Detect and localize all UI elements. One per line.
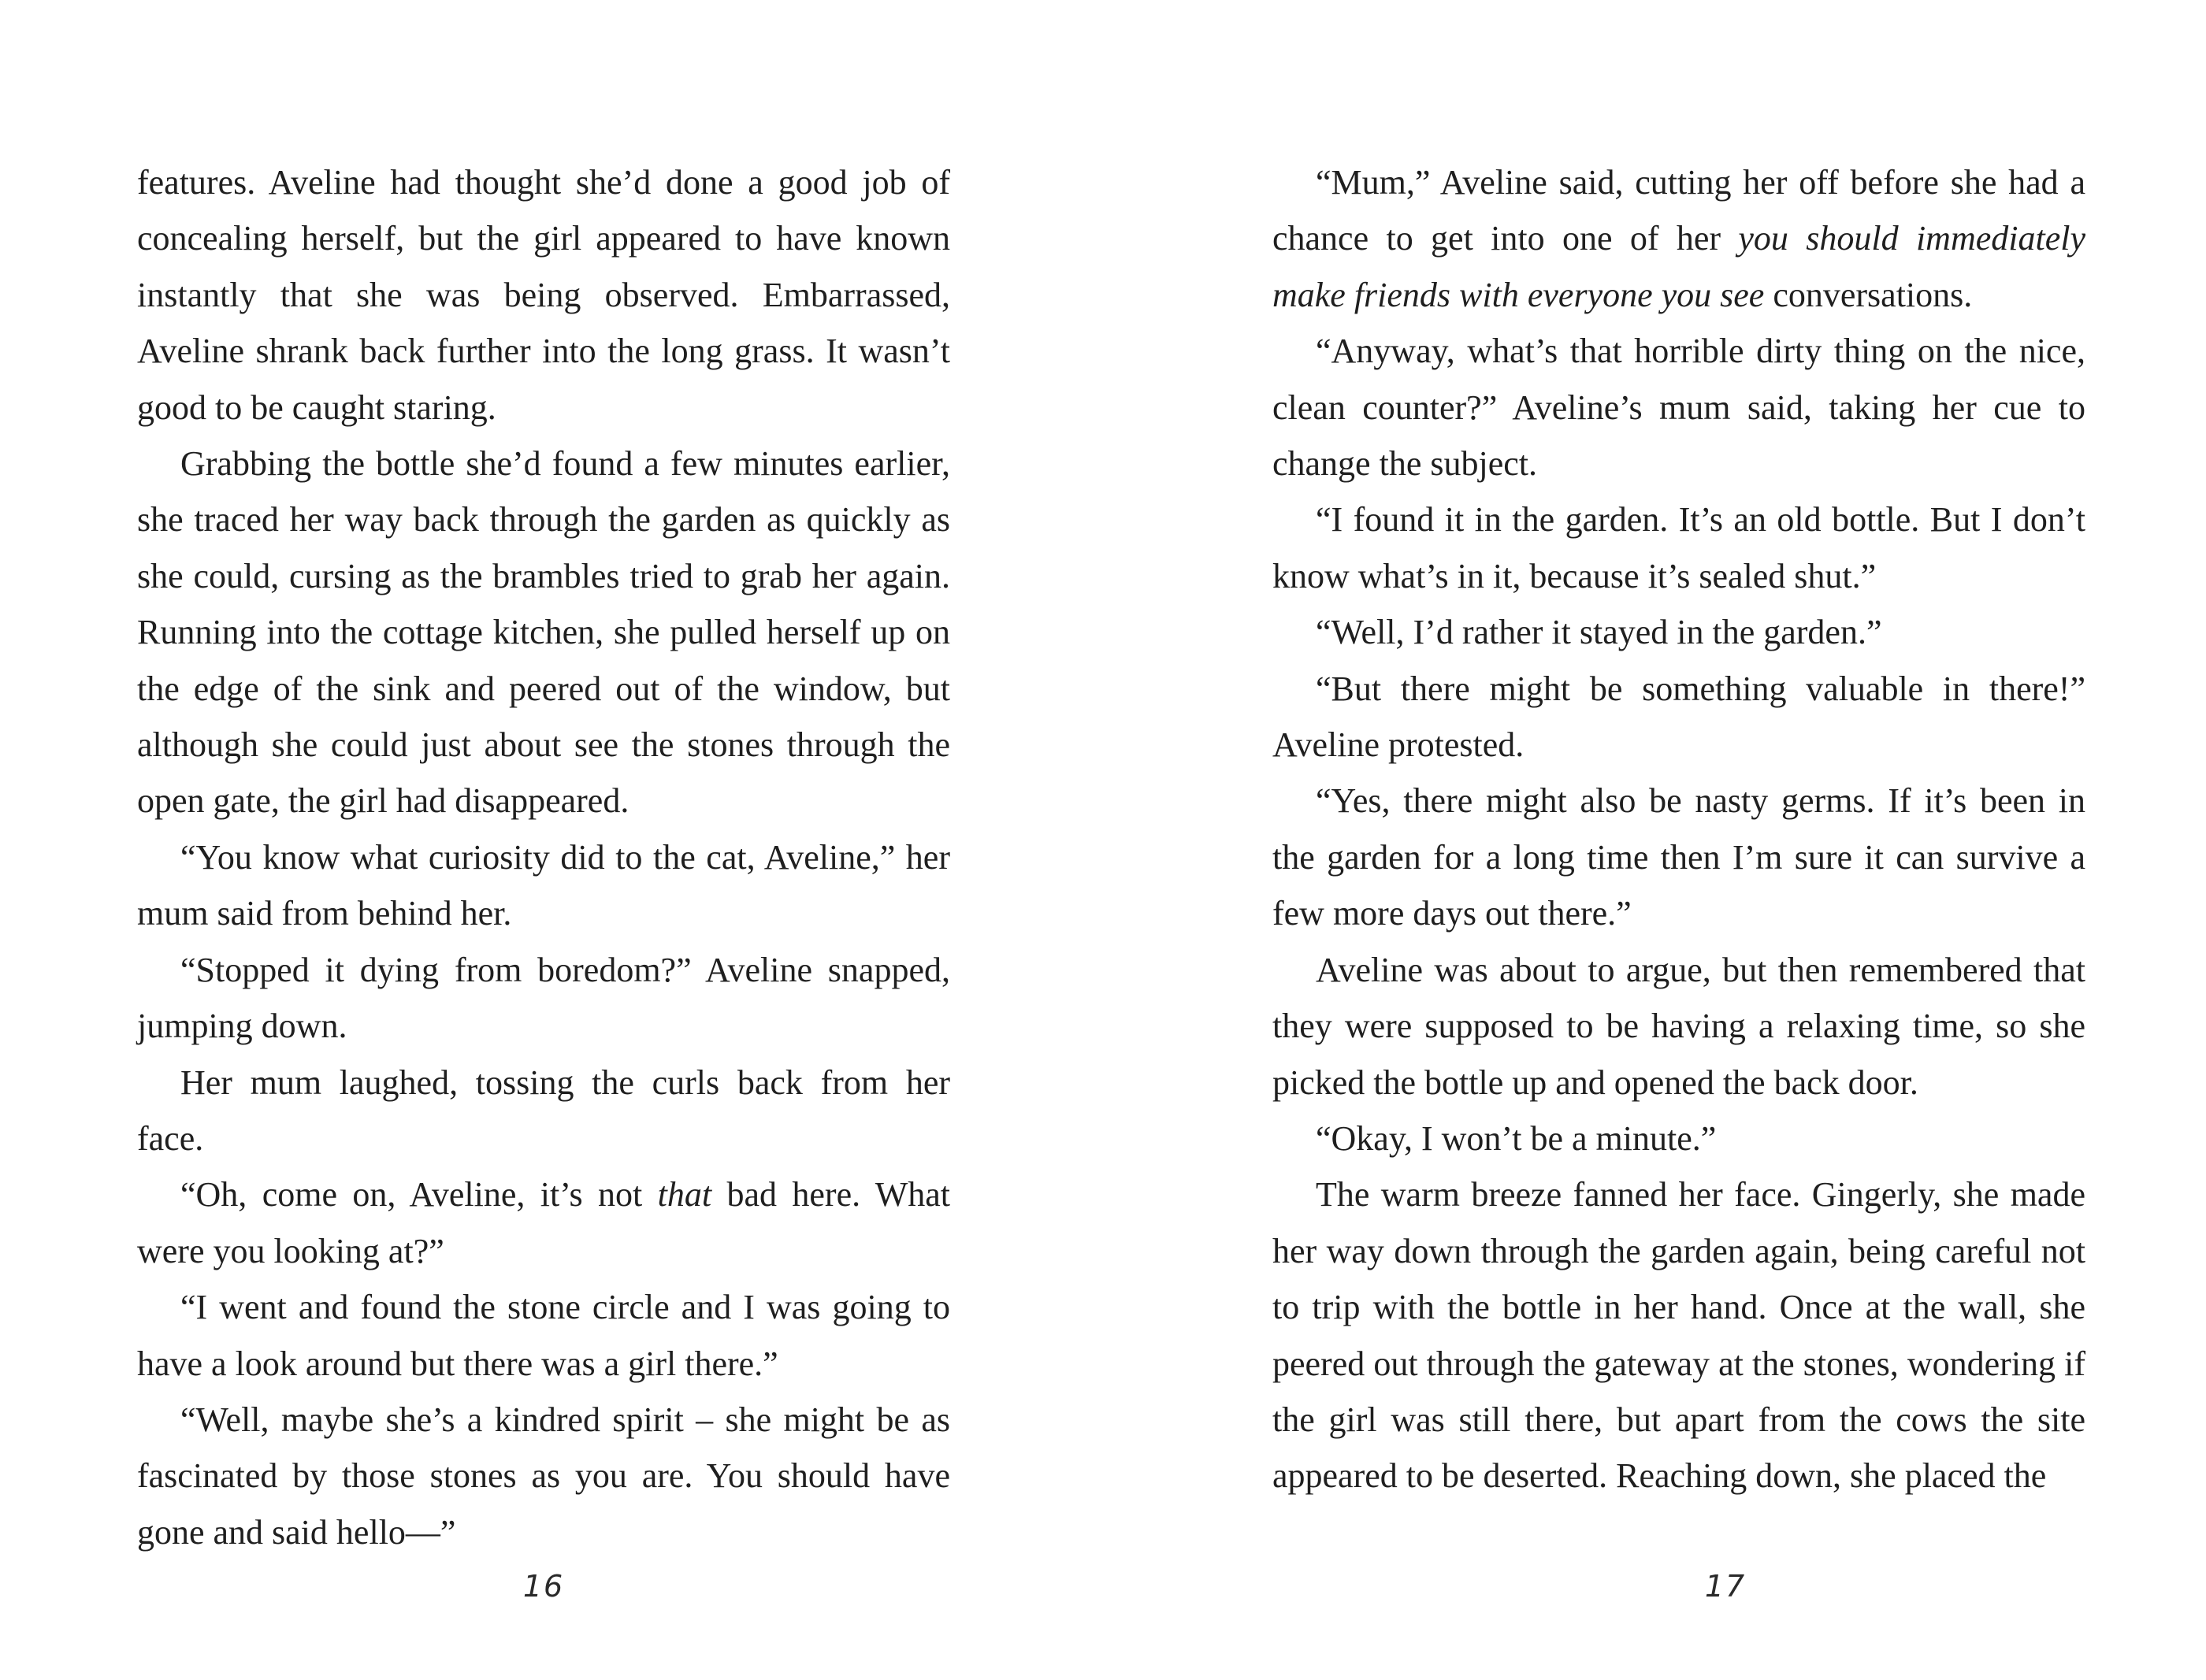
paragraph — [1272, 604, 2085, 660]
text-run: bad here. What were you looking at?” — [137, 1175, 950, 1270]
paragraph — [1272, 1111, 2085, 1166]
text-run: “Anyway, what’s that horrible dirty thing on the nice, clean counter?” Aveline’s mum said, taking her cue to change the subject. — [1272, 332, 2085, 484]
text-run: Her mum laughed, tossing the curls back from her face. — [137, 1063, 950, 1158]
text-run: features. Aveline had thought she’d done a good job of concealing herself, but the girl appeared to have known instantly that she was being observed. Embarrassed, Aveline shrank back further into the long grass. It wasn’t good to be caught staring. — [137, 163, 950, 427]
text-run: conversations. — [1764, 275, 1973, 314]
paragraph — [137, 154, 950, 436]
text-run: “Okay, I won’t be a minute.” — [1316, 1118, 1717, 1158]
paragraph — [137, 1166, 950, 1279]
paragraph — [1272, 154, 2085, 323]
text-run: Grabbing the bottle she’d found a few minutes earlier, she traced her way back through the garden as quickly as she could, cursing as the brambles tried to grab her again. Running into the cottage kitchen, she pulled herself up on the edge of the sink and peered out of the window, but although she could just about see the stones through the open gate, the girl had disappeared. — [137, 444, 950, 821]
paragraph — [137, 1392, 950, 1560]
right-page-text — [1272, 154, 2085, 1504]
text-run: “You know what curiosity did to the cat, Aveline,” her mum said from behind her. — [137, 837, 950, 933]
text-run: The warm breeze fanned her face. Gingerly, she made her way down through the garden again, being careful not to trip with the bottle in her hand. Once at the wall, she peered out through the gateway at the stones, wondering if the girl was still there, but apart from the cows the site appeared to be deserted. Reaching down, she placed the — [1272, 1175, 2085, 1496]
paragraph — [1272, 491, 2085, 604]
text-run: “Well, maybe she’s a kindred spirit – she might be as fascinated by those stones as you are. You should have gone and said hello—” — [137, 1400, 950, 1552]
italic-text: that — [657, 1175, 712, 1215]
right-page — [1103, 0, 2206, 1680]
paragraph — [1272, 1166, 2085, 1504]
italic-text: you should immediately make friends with everyone you see — [1272, 219, 2085, 314]
paragraph — [137, 436, 950, 829]
text-run: “I found it in the garden. It’s an old bottle. But I don’t know what’s in it, because it’s sealed shut.” — [1272, 500, 2085, 595]
paragraph — [137, 942, 950, 1055]
paragraph — [137, 829, 950, 942]
text-run: “I went and found the stone circle and I was going to have a look around but there was a girl there.” — [137, 1288, 950, 1383]
paragraph — [1272, 942, 2085, 1111]
text-run: “Stopped it dying from boredom?” Aveline snapped, jumping down. — [137, 950, 950, 1046]
right-page-number: 17 — [1704, 1569, 1747, 1604]
paragraph — [1272, 773, 2085, 941]
text-run: “Yes, there might also be nasty germs. If it’s been in the garden for a long time then I’m sure it can survive a few more days out there.” — [1272, 781, 2085, 933]
left-page-text — [137, 154, 950, 1560]
text-run: Aveline was about to argue, but then remembered that they were supposed to be having a relaxing time, so she picked the bottle up and opened the back door. — [1272, 950, 2085, 1102]
paragraph — [137, 1055, 950, 1167]
text-run: “Mum,” Aveline said, cutting her off before she had a chance to get into one of her — [1272, 163, 2085, 258]
text-run: “Well, I’d rather it stayed in the garden.” — [1316, 613, 1882, 652]
paragraph — [1272, 661, 2085, 773]
text-run: “Oh, come on, Aveline, it’s not — [180, 1175, 658, 1215]
paragraph — [1272, 323, 2085, 491]
paragraph — [137, 1279, 950, 1392]
text-run: “But there might be something valuable in there!” Aveline protested. — [1272, 669, 2085, 765]
left-page-number: 16 — [522, 1569, 565, 1604]
